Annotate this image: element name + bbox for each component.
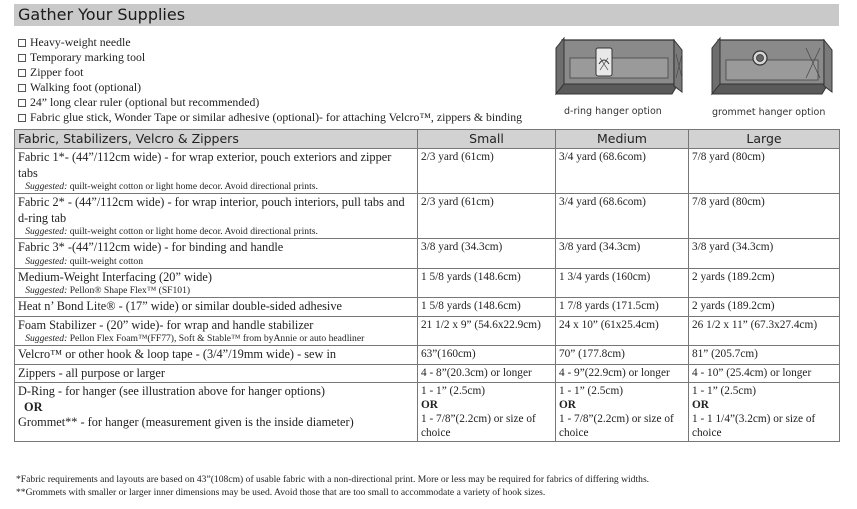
- medium-qty: 1 3/4 yards (160cm): [556, 268, 689, 298]
- checklist-item-label: Zipper foot: [30, 65, 84, 80]
- column-header-large: Large: [689, 130, 840, 149]
- checklist-item-label: Fabric glue stick, Wonder Tape or similar adhesive (optional)- for attaching Velcro™, zippers & binding: [30, 110, 523, 125]
- checkbox-icon: [18, 54, 26, 62]
- checklist-item: [18, 95, 558, 110]
- suggested-label: Suggested:: [25, 255, 68, 267]
- table-row: [15, 149, 840, 194]
- checkbox-icon: [18, 114, 26, 122]
- large-qty: 2 yards (189.2cm): [689, 268, 840, 298]
- dring-qty: 1 - 1” (2.5cm): [421, 385, 485, 397]
- item-suggestion: [18, 285, 414, 296]
- small-qty: 1 5/8 yards (148.6cm): [418, 268, 556, 298]
- dring-caption: d-ring hanger option: [564, 106, 662, 117]
- checkbox-icon: [18, 84, 26, 92]
- item-cell: [15, 316, 418, 346]
- medium-qty: 3/4 yard (68.6com): [556, 194, 689, 239]
- medium-qty: 70” (177.8cm): [556, 346, 689, 365]
- large-qty: 4 - 10” (25.4cm) or longer: [689, 364, 840, 383]
- large-qty: 7/8 yard (80cm): [689, 194, 840, 239]
- suggested-label: Suggested:: [25, 226, 68, 237]
- item-description: Fabric 2* - (44”/112cm wide) - for wrap interior, pouch interiors, pull tabs and d-ring tab: [18, 195, 405, 225]
- suggested-text: Pellon Flex Foam™(FF77), Soft & Stable™ from byAnnie or auto headliner: [69, 333, 365, 344]
- item-suggestion: [18, 226, 414, 237]
- small-qty: 2/3 yard (61cm): [418, 194, 556, 239]
- table-row: [15, 364, 840, 383]
- or-label: OR: [559, 399, 576, 411]
- item-description: Zippers - all purpose or larger: [18, 365, 165, 380]
- checkbox-icon: [18, 99, 26, 107]
- item-suggestion: [18, 181, 414, 192]
- small-qty: 3/8 yard (34.3cm): [418, 239, 556, 269]
- item-description: Foam Stabilizer - (20” wide)- for wrap and handle stabilizer: [18, 317, 314, 332]
- supplies-table: [14, 129, 840, 442]
- large-qty: 26 1/2 x 11” (67.3x27.4cm): [689, 316, 840, 346]
- medium-qty: 3/8 yard (34.3cm): [556, 239, 689, 269]
- section-header: [14, 4, 839, 26]
- item-description: Velcro™ or other hook & loop tape - (3/4”/19mm wide) - sew in: [18, 347, 337, 361]
- small-qty: 4 - 8”(20.3cm) or longer: [418, 364, 556, 383]
- suggested-text: quilt-weight cotton or light home decor. Avoid directional prints.: [69, 226, 318, 237]
- suggested-label: Suggested:: [25, 333, 68, 344]
- column-header-item: Fabric, Stabilizers, Velcro & Zippers: [15, 130, 418, 149]
- item-suggestion: [18, 256, 414, 267]
- table-row: [15, 268, 840, 298]
- medium-qty: 1 7/8 yards (171.5cm): [556, 298, 689, 317]
- item-cell: [15, 194, 418, 239]
- checklist-item: [18, 110, 558, 125]
- large-qty: 2 yards (189.2cm): [689, 298, 840, 317]
- large-qty: 81” (205.7cm): [689, 346, 840, 365]
- item-description: Heat n’ Bond Lite® - (17” wide) or similar double-sided adhesive: [18, 299, 342, 313]
- small-qty: 2/3 yard (61cm): [418, 149, 556, 194]
- dring-hanger-illustration: [554, 34, 694, 117]
- table-row-hardware: [15, 383, 840, 442]
- suggested-text: Pellon® Shape Flex™ (SF101): [69, 285, 191, 296]
- checklist-item-label: Walking foot (optional): [30, 80, 142, 95]
- grommet-caption: grommet hanger option: [712, 107, 826, 118]
- grommet-qty: 1 - 1 1/4”(3.2cm) or size of choice: [692, 413, 816, 439]
- grommet-qty: 1 - 7/8”(2.2cm) or size of choice: [559, 413, 674, 439]
- column-header-medium: Medium: [556, 130, 689, 149]
- item-suggestion: [18, 333, 414, 344]
- column-header-small: Small: [418, 130, 556, 149]
- small-qty: 1 5/8 yards (148.6cm): [418, 298, 556, 317]
- item-cell: [15, 298, 418, 317]
- footnotes: [16, 473, 846, 499]
- checklist-item: [18, 65, 558, 80]
- grommet-qty: 1 - 7/8”(2.2cm) or size of choice: [421, 413, 536, 439]
- table-row: [15, 239, 840, 269]
- item-cell: [15, 239, 418, 269]
- item-cell: [15, 364, 418, 383]
- dring-qty: 1 - 1” (2.5cm): [692, 385, 756, 397]
- footnote-fabric: *Fabric requirements and layouts are based on 43”(108cm) of usable fabric with a non-directional print. More or less may be required for fabrics of differing widths.: [16, 474, 650, 485]
- item-description: Fabric 1*- (44”/112cm wide) - for wrap exterior, pouch exteriors and zipper tabs: [18, 150, 392, 180]
- table-row: [15, 298, 840, 317]
- table-row: [15, 316, 840, 346]
- small-qty: 63”(160cm): [418, 346, 556, 365]
- item-cell: [15, 149, 418, 194]
- or-label: OR: [692, 399, 709, 411]
- dring-wrap-icon: [554, 34, 694, 106]
- suggested-text: quilt-weight cotton or light home decor. Avoid directional prints.: [69, 181, 318, 192]
- table-row: [15, 194, 840, 239]
- suggested-label: Suggested:: [25, 181, 68, 192]
- item-description: Medium-Weight Interfacing (20” wide): [18, 269, 212, 284]
- item-cell: [15, 383, 418, 442]
- or-label: OR: [421, 399, 438, 411]
- medium-qty: 24 x 10” (61x25.4cm): [556, 316, 689, 346]
- small-qty: 21 1/2 x 9” (54.6x22.9cm): [418, 316, 556, 346]
- small-qty: [418, 383, 556, 442]
- medium-qty: 4 - 9”(22.9cm) or longer: [556, 364, 689, 383]
- dring-description: D-Ring - for hanger (see illustration above for hanger options): [18, 384, 325, 398]
- suggested-label: Suggested:: [25, 285, 68, 296]
- table-header-row: [15, 130, 840, 149]
- item-cell: [15, 346, 418, 365]
- checklist-item: [18, 50, 558, 65]
- item-description: Fabric 3* -(44”/112cm wide) - for binding and handle: [18, 240, 284, 254]
- medium-qty: 3/4 yard (68.6com): [556, 149, 689, 194]
- checklist-item: [18, 80, 558, 95]
- grommet-description: Grommet** - for hanger (measurement given is the inside diameter): [18, 415, 354, 429]
- checklist-item: [18, 35, 558, 50]
- grommet-wrap-icon: [708, 34, 840, 106]
- checklist-item-label: Temporary marking tool: [30, 50, 146, 65]
- grommet-hanger-illustration: [708, 34, 840, 118]
- medium-qty: [556, 383, 689, 442]
- item-cell: [15, 268, 418, 298]
- supply-checklist: [18, 35, 558, 126]
- dring-qty: 1 - 1” (2.5cm): [559, 385, 623, 397]
- checkbox-icon: [18, 69, 26, 77]
- checkbox-icon: [18, 39, 26, 47]
- suggested-text: quilt-weight cotton: [69, 255, 143, 267]
- checklist-item-label: Heavy-weight needle: [30, 35, 131, 49]
- large-qty: [689, 383, 840, 442]
- checklist-item-label: 24” long clear ruler (optional but recommended): [30, 95, 260, 110]
- section-title: Gather Your Supplies: [18, 5, 186, 24]
- footnote-grommets: **Grommets with smaller or larger inner dimensions may be used. Avoid those that are too small to accommodate a variety of hook sizes.: [16, 487, 546, 498]
- large-qty: 3/8 yard (34.3cm): [689, 239, 840, 269]
- large-qty: 7/8 yard (80cm): [689, 149, 840, 194]
- table-row: [15, 346, 840, 365]
- or-label: OR: [24, 399, 43, 414]
